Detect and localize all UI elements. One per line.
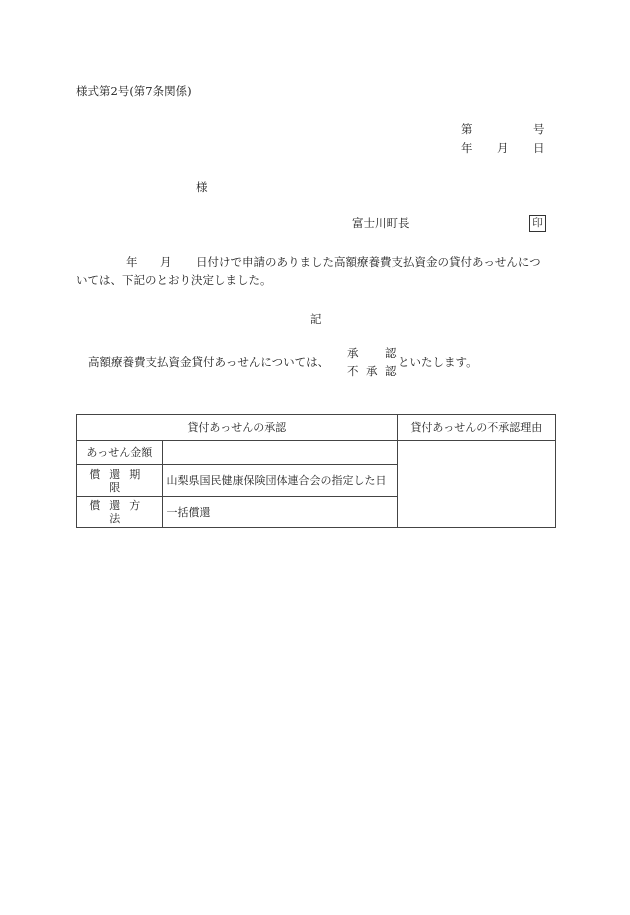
option-approve-char-1: 承: [347, 346, 359, 360]
header-approval: 貸付あっせんの承認: [77, 415, 398, 441]
date-month: 月: [497, 141, 509, 155]
option-approve-char-2: 認: [385, 346, 397, 360]
decision-text: 高額療養費支払資金貸付あっせんについては、: [88, 355, 330, 369]
option-reject-char-1: 不: [347, 364, 359, 378]
issuer-title: 富士川町長: [352, 216, 410, 230]
ki-heading: 記: [310, 312, 322, 326]
addressee-suffix: 様: [196, 180, 208, 194]
option-reject-char-3: 認: [385, 364, 397, 378]
body-year: 年: [126, 255, 138, 269]
body-month: 月: [160, 255, 172, 269]
body-line-2: いては、下記のとおり決定しました。: [76, 273, 272, 287]
row-value-deadline: 山梨県国民健康保険団体連合会の指定した日: [162, 465, 397, 497]
doc-number-suffix: 号: [533, 122, 545, 136]
date-year: 年: [461, 141, 473, 155]
body-line-1: 日付けで申請のありました高額療養費支払資金の貸付あっせんにつ: [196, 255, 541, 269]
decision-suffix: といたします。: [398, 355, 478, 369]
doc-number-prefix: 第: [461, 122, 473, 136]
row-label-method: 償還方法: [77, 497, 163, 528]
header-reason: 貸付あっせんの不承認理由: [397, 415, 555, 441]
loan-table: [76, 414, 556, 528]
row-label-deadline: 償還期限: [77, 465, 163, 497]
option-reject-char-2: 承: [366, 364, 378, 378]
row-value-amount: [162, 441, 397, 465]
form-label: 様式第2号(第7条関係): [76, 84, 192, 98]
reason-cell: [397, 441, 555, 528]
date-day: 日: [533, 141, 545, 155]
row-value-method: 一括償還: [162, 497, 397, 528]
row-label-amount: あっせん金額: [77, 441, 163, 465]
seal-stamp: 印: [529, 215, 546, 232]
